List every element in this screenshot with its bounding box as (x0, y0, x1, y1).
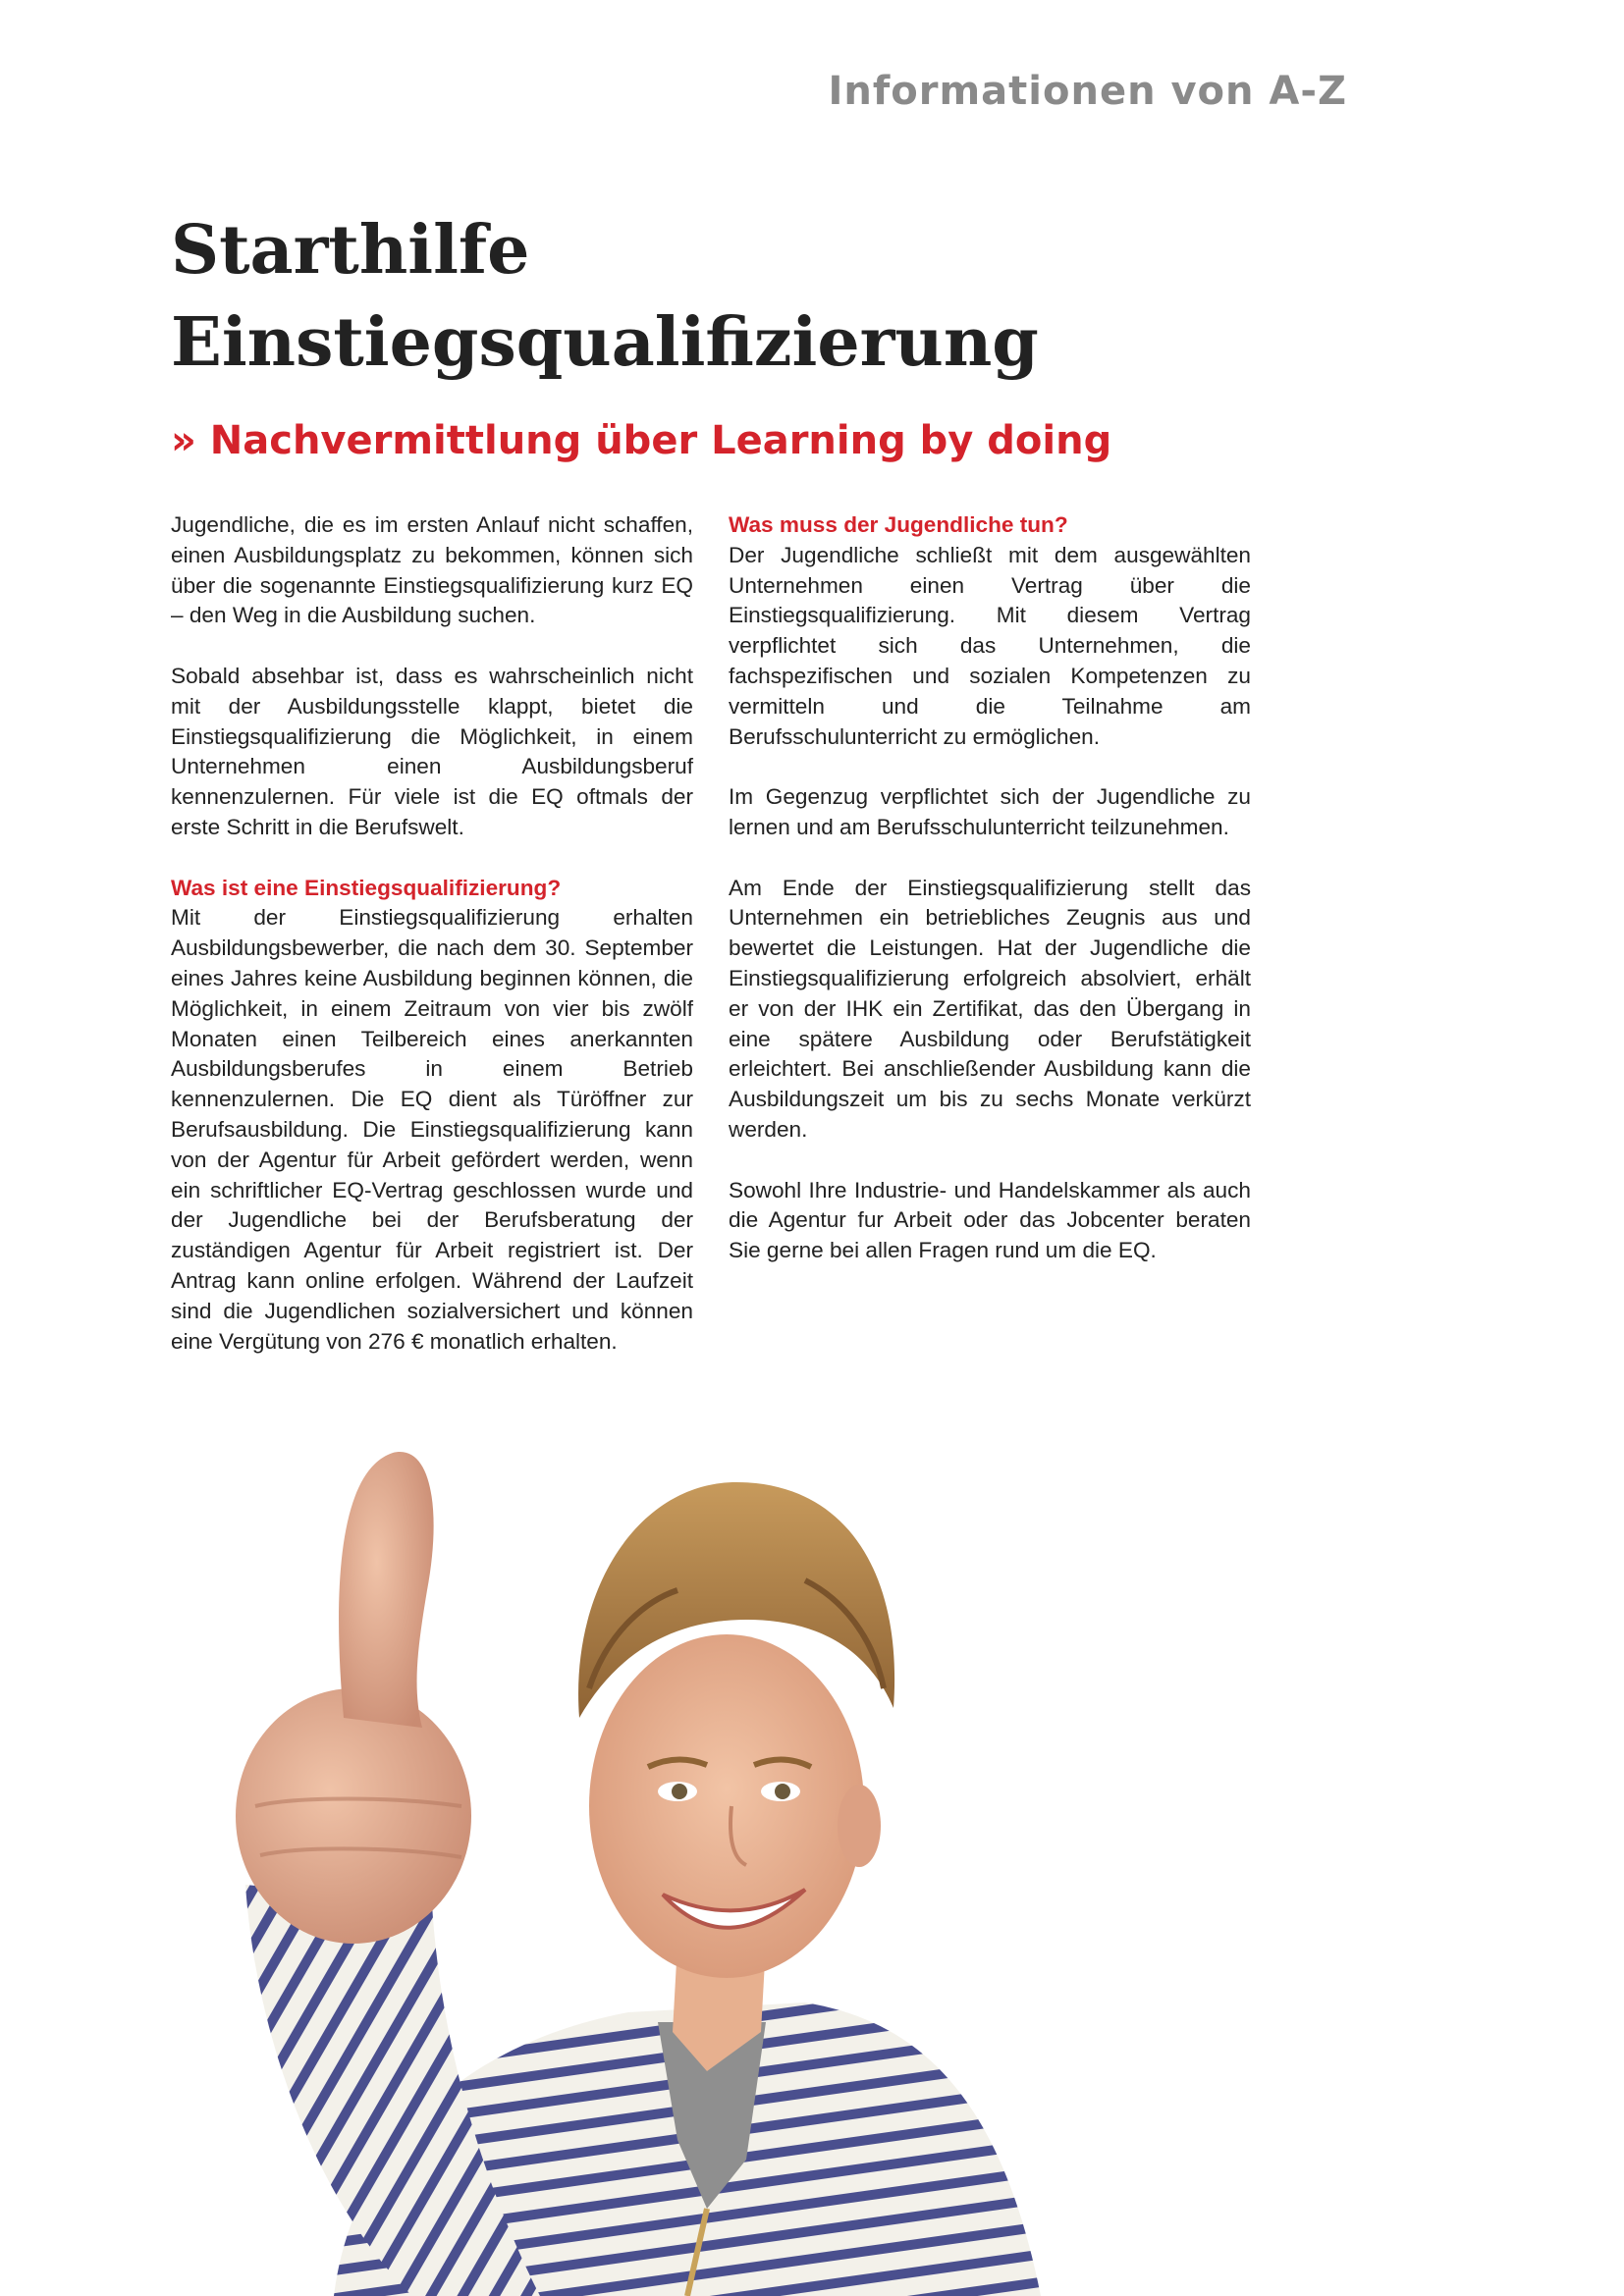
section-heading-what-to-do: Was muss der Jugendliche tun? (729, 512, 1068, 537)
page-title (171, 204, 1251, 389)
title-line-1: Starthilfe (171, 211, 530, 290)
what-to-do-paragraph-2: Im Gegenzug verpflichtet sich der Jugendliche zu lernen und am Berufsschulunterricht teilzunehmen. (729, 784, 1251, 839)
what-to-do-paragraph-3: Am Ende der Einstiegsqualifizierung stellt das Unternehmen ein betriebliches Zeugnis aus und bewertet die Leistungen. Hat der Jugendliche die Einstiegsqualifizierung erfolgreich absolviert, erhält er von der IHK ein Zertifikat, das den Übergang in eine spätere Ausbildung oder Berufstätigkeit erleichtert. Bei anschließender Ausbildung kann die Ausbildungszeit um bis zu sechs Monate verkürzt werden. (729, 875, 1251, 1142)
subtitle: » Nachvermittlung über Learning by doing (171, 418, 1112, 463)
what-is-eq-paragraph: Mit der Einstiegsqualifizierung erhalten Ausbildungsbewerber, die nach dem 30. September eines Jahres keine Ausbildung beginnen können, die Möglichkeit, in einem Zeitraum von vier bis zwölf Monaten einen Teilbereich eines anerkannten Ausbildungsberufes in einem Betrieb kennenzulernen. Die EQ dient als Türöffner zur Berufsausbildung. Die Einstiegsqualifizierung kann von der Agentur für Arbeit gefördert werden, wenn ein schriftlicher EQ-Vertrag geschlossen wurde und der Jugendliche bei der Berufsberatung der zuständigen Agentur für Arbeit registriert ist. Der Antrag kann online erfolgen. Während der Laufzeit sind die Jugendlichen sozialversichert und können eine Vergütung von 276 € monatlich erhalten. (171, 905, 693, 1354)
right-column (729, 510, 1251, 1297)
what-to-do-paragraph-4: Sowohl Ihre Industrie- und Handelskammer als auch die Agentur fur Arbeit oder das Jobcenter beraten Sie gerne bei allen Fragen rund um die EQ. (729, 1177, 1251, 1263)
left-column (171, 510, 693, 1387)
teen-thumbs-up-photo (216, 1394, 1198, 2296)
section-label: Informationen von A-Z (828, 69, 1347, 114)
what-to-do-paragraph-1: Der Jugendliche schließt mit dem ausgewählten Unternehmen einen Vertrag über die Einstiegsqualifizierung. Mit diesem Vertrag verpflichtet sich das Unternehmen, die fachspezifischen und sozialen Kompetenzen zu vermitteln und die Teilnahme am Berufsschulunterricht zu ermöglichen. (729, 542, 1251, 749)
intro-paragraph-2: Sobald absehbar ist, dass es wahrscheinlich nicht mit der Ausbildungsstelle klappt, bietet die Einstiegsqualifizierung die Möglichkeit, in einem Unternehmen einen Ausbildungsberuf kennenzulernen. Für viele ist die EQ oftmals der erste Schritt in die Berufswelt. (171, 663, 693, 839)
section-heading-what-is-eq: Was ist eine Einstiegsqualifizierung? (171, 875, 562, 900)
title-line-2: Einstiegsqualifizierung (171, 303, 1039, 382)
intro-paragraph-1: Jugendliche, die es im ersten Anlauf nicht schaffen, einen Ausbildungsplatz zu bekommen, können sich über die sogenannte Einstiegsqualifizierung kurz EQ – den Weg in die Ausbildung suchen. (171, 512, 693, 628)
